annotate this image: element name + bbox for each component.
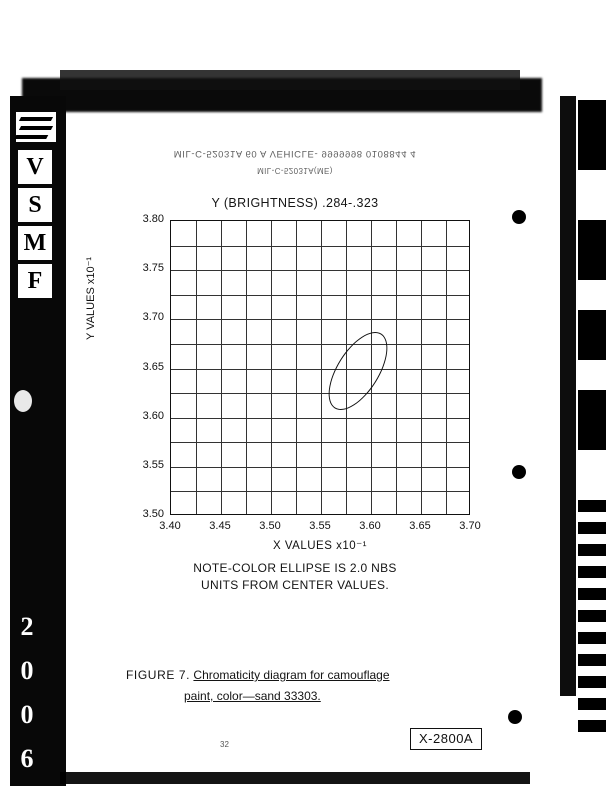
chart-note <box>70 560 520 594</box>
film-punch-hole <box>14 390 32 412</box>
y-tick-label: 3.70 <box>142 311 164 324</box>
y-axis-label: Y VALUES x10⁻¹ <box>85 256 97 340</box>
scan-right-dark-bar <box>560 96 576 696</box>
figure-caption <box>126 665 506 707</box>
film-letter-m: M <box>18 226 52 260</box>
document-body <box>70 120 520 750</box>
x-tick-label: 3.60 <box>359 520 381 532</box>
chromaticity-chart <box>142 213 481 532</box>
film-letter-v: V <box>18 150 52 184</box>
vsmf-logo-icon <box>16 112 56 142</box>
color-tolerance-ellipse <box>317 323 399 420</box>
y-tick-label: 3.80 <box>142 213 164 225</box>
plot-area <box>170 220 470 515</box>
x-tick-label: 3.70 <box>459 520 481 532</box>
y-tick-label: 3.55 <box>142 458 164 471</box>
page-number: 32 <box>220 740 229 749</box>
x-tick-label: 3.65 <box>409 520 431 532</box>
mirrored-header-line-1: MIL-C-52031A 60 A VEHICLE- 9999998 0108844 4 <box>173 148 417 159</box>
x-tick-label: 3.45 <box>209 520 231 532</box>
y-tick-label: 3.60 <box>142 409 164 422</box>
film-id-digit-2: 0 <box>20 656 34 685</box>
film-id-digit-1: 2 <box>20 612 34 641</box>
x-axis-label: X VALUES x10⁻¹ <box>272 540 368 552</box>
film-letter-s: S <box>18 188 52 222</box>
film-letter-f: F <box>18 264 52 298</box>
y-tick-label: 3.65 <box>142 360 164 373</box>
figure-number: FIGURE 7. <box>126 668 191 682</box>
y-tick-label: 3.50 <box>142 508 164 520</box>
y-tick-label: 3.75 <box>142 262 164 275</box>
scan-smudge-top-secondary <box>60 70 520 90</box>
figure-caption-line-1: Chromaticity diagram for camouflage <box>193 668 390 682</box>
scan-edge-marks <box>578 100 606 760</box>
film-id-digit-4: 6 <box>20 744 34 773</box>
chart-note-line-1: NOTE-COLOR ELLIPSE IS 2.0 NBS <box>193 561 397 575</box>
x-tick-label: 3.50 <box>259 520 281 532</box>
scan-bottom-band <box>60 772 530 784</box>
document-stamp: X-2800A <box>410 728 482 750</box>
mirrored-header-line-2: MIL-C-52031A(ME) <box>257 166 333 175</box>
x-tick-label: 3.55 <box>309 520 331 532</box>
x-tick-label: 3.40 <box>159 520 181 532</box>
figure-caption-line-2: paint, color—sand 33303. <box>184 689 321 703</box>
chart-title: Y (BRIGHTNESS) .284-.323 <box>211 196 379 210</box>
film-id-digit-3: 0 <box>20 700 34 729</box>
chart-note-line-2: UNITS FROM CENTER VALUES. <box>201 578 389 592</box>
